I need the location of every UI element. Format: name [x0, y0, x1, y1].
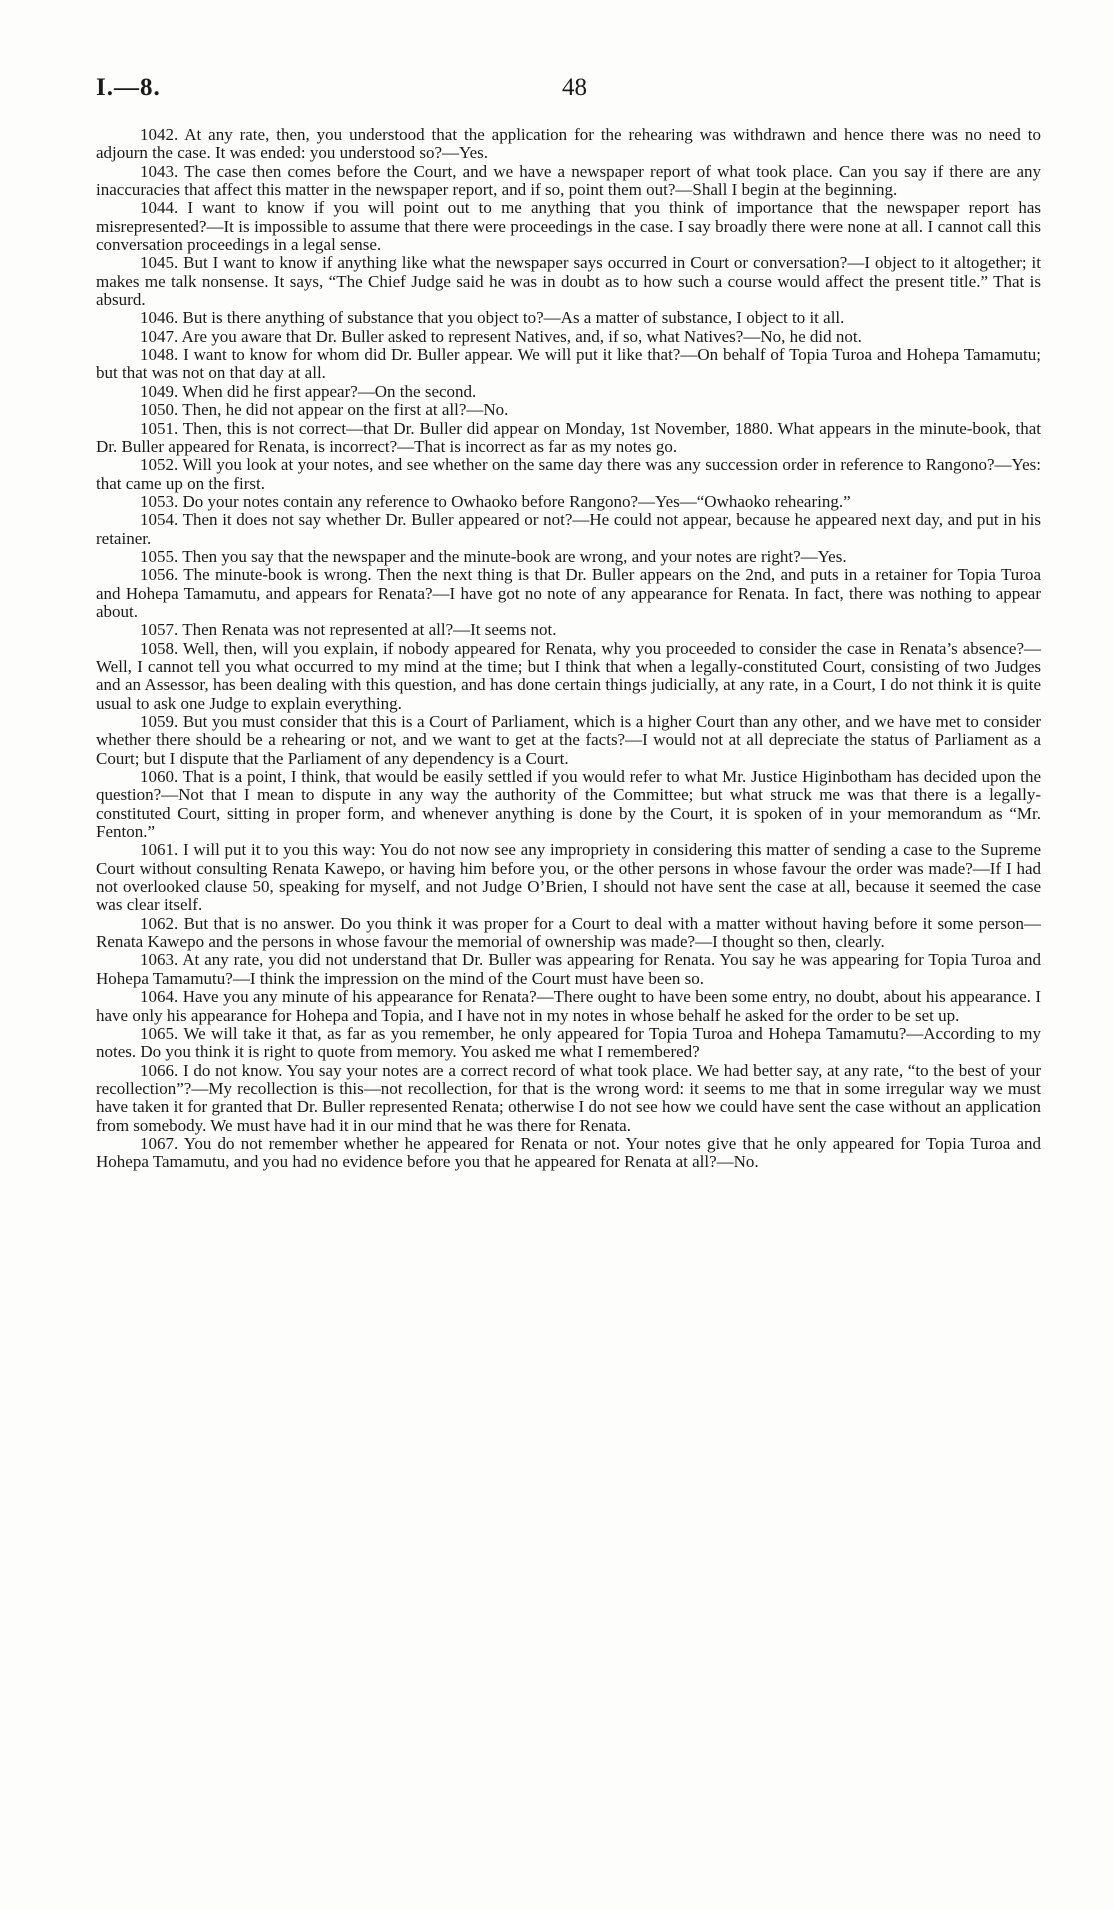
question-1045: 1045. But I want to know if anything like what the newspaper says occurred in Court or conversation?—I object to it altogether; it makes me talk nonsense. It says, “The Chief Judge said he was in doubt as to how such a course would affect the present title.” That is absurd.	[96, 253, 1041, 310]
question-1051: 1051. Then, this is not correct—that Dr. Buller did appear on Monday, 1st November, 1880. What appears in the minute-book, that Dr. Buller appeared for Renata, is incorrect?—That is incorrect as far as my notes go.	[96, 418, 1041, 456]
testimony-body	[96, 126, 1041, 1172]
question-1060: 1060. That is a point, I think, that would be easily settled if you would refer to what Mr. Justice Higinbotham has decided upon the question?—Not that I mean to dispute in any way the authority of the Committee; but what struck me was that there is a legally-constituted Court, sitting in proper form, and whenever anything is done by the Court, it is spoken of in your memorandum as “Mr. Fenton.”	[96, 767, 1041, 842]
question-1049: 1049. When did he first appear?—On the second.	[140, 381, 477, 401]
question-1065: 1065. We will take it that, as far as you remember, he only appeared for Topia Turoa and Hohepa Tamamutu?—According to my notes. Do you think it is right to quote from memory. You asked me what I remembered?	[96, 1023, 1041, 1062]
question-1066: 1066. I do not know. You say your notes are a correct record of what took place. We had better say, at any rate, “to the best of your recollection”?—My recollection is this—not recollection, for that is the wrong word: it seems to me that in some irregular way we must have taken it for granted that Dr. Buller represented Renata; otherwise I do not see how we could have sent the case without an application from somebody. We must have had it in our mind that he was there for Renata.	[96, 1060, 1041, 1135]
question-1043: 1043. The case then comes before the Court, and we have a newspaper report of what took place. Can you say if there are any inaccuracies that affect this matter in the newspaper report, and if so, point them out?—Shall I begin at the beginning.	[96, 161, 1041, 200]
page-number: 48	[562, 74, 587, 101]
question-1044: 1044. I want to know if you will point out to me anything that you think of importance that the newspaper report has misrepresented?—It is impossible to assume that there were proceedings in the case. I say broadly there were none at all. I cannot call this conversation proceedings in a legal sense.	[96, 198, 1041, 255]
question-1050: 1050. Then, he did not appear on the first at all?—No.	[140, 400, 509, 420]
question-1063: 1063. At any rate, you did not understand that Dr. Buller was appearing for Renata. You say he was appearing for Topia Turoa and Hohepa Tamamutu?—I think the impression on the mind of the Court must have been so.	[96, 950, 1041, 988]
question-1057: 1057. Then Renata was not represented at all?—It seems not.	[140, 620, 557, 640]
question-1058: 1058. Well, then, will you explain, if nobody appeared for Renata, why you proceeded to consider the case in Renata’s absence?—Well, I cannot tell you what occurred to my mind at the time; but I think that when a legally-constituted Court, consisting of two Judges and an Assessor, has been dealing with this question, and has done certain things judicially, at any rate, in a Court, I do not think it is quite usual to ask one Judge to explain everything.	[96, 638, 1041, 713]
question-1067: 1067. You do not remember whether he appeared for Renata or not. Your notes give that he only appeared for Topia Turoa and Hohepa Tamamutu, and you had no evidence before you that he appeared for Renata at all?—No.	[96, 1133, 1041, 1172]
question-1047: 1047. Are you aware that Dr. Buller asked to represent Natives, and, if so, what Natives?—No, he did not.	[140, 326, 862, 346]
document-reference: I.—8.	[96, 74, 161, 101]
question-1055: 1055. Then you say that the newspaper and the minute-book are wrong, and your notes are right?—Yes.	[140, 546, 847, 566]
question-1053: 1053. Do your notes contain any reference to Owhaoko before Rangono?—Yes—“Owhaoko rehearing.”	[140, 491, 851, 511]
question-1052: 1052. Will you look at your notes, and see whether on the same day there was any succession order in reference to Rangono?—Yes: that came up on the first.	[96, 455, 1041, 493]
question-1042: 1042. At any rate, then, you understood that the application for the rehearing was withdrawn and hence there was no need to adjourn the case. It was ended: you understood so?—Yes.	[96, 125, 1041, 163]
question-1064: 1064. Have you any minute of his appearance for Renata?—There ought to have been some entry, no doubt, about his appearance. I have only his appearance for Hohepa and Topia, and I have not in my notes in whose behalf he asked for the order to be set up.	[96, 987, 1041, 1025]
page-header	[96, 74, 1018, 114]
question-1056: 1056. The minute-book is wrong. Then the next thing is that Dr. Buller appears on the 2nd, and puts in a retainer for Topia Turoa and Hohepa Tamamutu, and appears for Renata?—I have got no note of any appearance for Renata. In fact, there was nothing to appear about.	[96, 565, 1041, 621]
question-1048: 1048. I want to know for whom did Dr. Buller appear. We will put it like that?—On behalf of Topia Turoa and Hohepa Tamamutu; but that was not on that day at all.	[96, 345, 1041, 383]
question-1046: 1046. But is there anything of substance that you object to?—As a matter of substance, I object to it all.	[140, 308, 845, 328]
question-1061: 1061. I will put it to you this way: You do not now see any impropriety in considering this matter of sending a case to the Supreme Court without consulting Renata Kawepo, or having him before you, or the other persons in whose favour the order was made?—If I had not overlooked clause 50, speaking for myself, and not Judge O’Brien, I should not have sent the case at all, because it seemed the case was clear itself.	[96, 840, 1041, 915]
question-1062: 1062. But that is no answer. Do you think it was proper for a Court to deal with a matter without having before it some person—Renata Kawepo and the persons in whose favour the memorial of ownership was made?—I thought so then, clearly.	[96, 913, 1041, 952]
question-1059: 1059. But you must consider that this is a Court of Parliament, which is a higher Court than any other, and we have met to consider whether there should be a rehearing or not, and we want to get at the facts?—I would not at all depreciate the status of Parliament as a Court; but I dispute that the Parliament of any dependency is a Court.	[96, 712, 1041, 768]
question-1054: 1054. Then it does not say whether Dr. Buller appeared or not?—He could not appear, because he appeared next day, and put in his retainer.	[96, 510, 1041, 548]
